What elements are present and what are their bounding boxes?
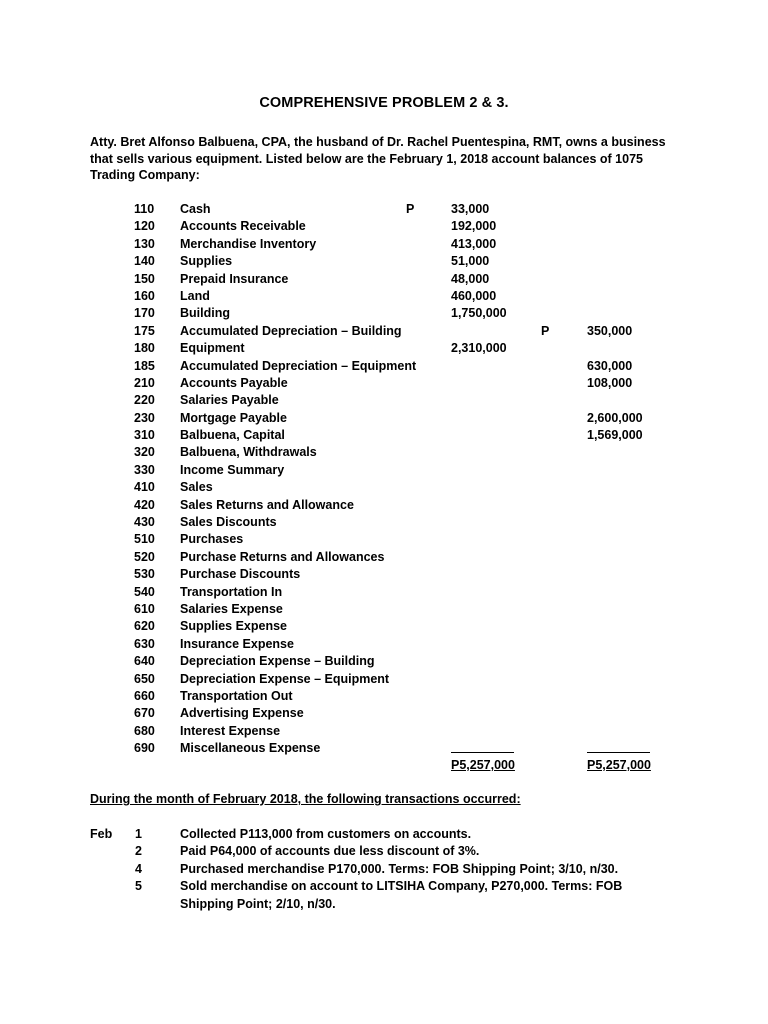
- account-row: [0, 740, 768, 757]
- credit-amount: 2,600,000: [587, 410, 643, 425]
- account-row: [0, 531, 768, 548]
- transaction-description: Purchased merchandise P170,000. Terms: FOB Shipping Point; 3/10, n/30.: [180, 861, 619, 876]
- account-name: Mortgage Payable: [180, 410, 287, 425]
- account-number: 220: [134, 393, 155, 408]
- account-name: Purchase Discounts: [180, 567, 301, 582]
- account-number: 640: [134, 654, 155, 669]
- account-name: Accounts Payable: [180, 375, 288, 390]
- credit-total: P5,257,000: [587, 758, 651, 772]
- account-row: [0, 549, 768, 566]
- account-name: Prepaid Insurance: [180, 271, 289, 286]
- transaction-description: Collected P113,000 from customers on accounts.: [180, 827, 472, 841]
- account-number: 110: [134, 202, 155, 216]
- account-name: Advertising Expense: [180, 706, 304, 721]
- debit-amount: 192,000: [451, 219, 497, 234]
- account-number: 320: [134, 445, 155, 460]
- account-number: 610: [134, 601, 155, 616]
- transaction-day: 2: [135, 844, 142, 859]
- account-name: Transportation In: [180, 584, 283, 599]
- account-name: Salaries Expense: [180, 601, 283, 616]
- account-name: Balbuena, Withdrawals: [180, 445, 317, 460]
- account-number: 690: [134, 741, 155, 756]
- account-row: [0, 236, 768, 253]
- account-row: [0, 201, 768, 218]
- account-row: [0, 514, 768, 531]
- account-name: Equipment: [180, 341, 245, 356]
- transaction-description: Sold merchandise on account to LITSIHA Company, P270,000. Terms: FOB Shipping Point; 2/10, n/30.: [180, 879, 623, 911]
- account-name: Land: [180, 288, 210, 303]
- account-row: [0, 497, 768, 514]
- account-row: [0, 636, 768, 653]
- account-number: 170: [134, 306, 155, 321]
- account-number: 510: [134, 532, 155, 547]
- account-number: 150: [134, 271, 155, 286]
- account-row: [0, 618, 768, 635]
- account-row: [0, 462, 768, 479]
- account-number: 670: [134, 706, 155, 721]
- account-row: [0, 584, 768, 601]
- account-row: [0, 427, 768, 444]
- debit-amount: 413,000: [451, 236, 497, 251]
- account-number: 430: [134, 515, 155, 530]
- account-row: [0, 688, 768, 705]
- account-row: [0, 218, 768, 235]
- debit-amount: 51,000: [451, 254, 490, 269]
- account-name: Balbuena, Capital: [180, 428, 285, 443]
- account-number: 180: [134, 341, 155, 356]
- account-number: 650: [134, 671, 155, 686]
- transactions-list: [0, 826, 768, 913]
- account-number: 175: [134, 323, 155, 338]
- account-name: Cash: [180, 202, 211, 216]
- account-name: Accumulated Depreciation – Building: [180, 323, 402, 338]
- debit-amount: 48,000: [451, 271, 490, 286]
- account-number: 420: [134, 497, 155, 512]
- credit-amount: 350,000: [587, 323, 633, 338]
- debit-total-rule: [451, 752, 514, 754]
- account-number: 310: [134, 428, 155, 443]
- account-name: Merchandise Inventory: [180, 236, 317, 251]
- credit-total-rule: [587, 752, 650, 754]
- account-name: Insurance Expense: [180, 636, 294, 651]
- account-number: 530: [134, 567, 155, 582]
- account-row: [0, 601, 768, 618]
- account-name: Purchase Returns and Allowances: [180, 549, 385, 564]
- transaction-row: [0, 878, 768, 913]
- account-number: 185: [134, 358, 155, 373]
- transaction-day: 4: [135, 861, 142, 876]
- account-row: [0, 410, 768, 427]
- account-row: [0, 653, 768, 670]
- debit-currency: P: [406, 202, 415, 216]
- account-name: Sales Discounts: [180, 515, 277, 530]
- debit-amount: 460,000: [451, 288, 497, 303]
- account-number: 680: [134, 723, 155, 738]
- account-name: Miscellaneous Expense: [180, 741, 321, 756]
- account-row: [0, 305, 768, 322]
- account-number: 210: [134, 375, 155, 390]
- debit-amount: 1,750,000: [451, 306, 507, 321]
- account-name: Transportation Out: [180, 688, 293, 703]
- account-row: [0, 288, 768, 305]
- account-number: 230: [134, 410, 155, 425]
- account-row: [0, 253, 768, 270]
- account-number: 330: [134, 462, 155, 477]
- account-name: Interest Expense: [180, 723, 281, 738]
- account-number: 520: [134, 549, 155, 564]
- account-row: [0, 723, 768, 740]
- credit-amount: 1,569,000: [587, 428, 643, 443]
- credit-amount: 630,000: [587, 358, 633, 373]
- account-name: Income Summary: [180, 462, 285, 477]
- debit-total: P5,257,000: [451, 758, 515, 772]
- account-number: 130: [134, 236, 155, 251]
- problem-title: COMPREHENSIVE PROBLEM 2 & 3.: [259, 95, 509, 111]
- account-number: 660: [134, 688, 155, 703]
- account-row: [0, 323, 768, 340]
- account-number: 140: [134, 254, 155, 269]
- account-number: 160: [134, 288, 155, 303]
- debit-amount: 2,310,000: [451, 341, 507, 356]
- account-name: Depreciation Expense – Building: [180, 654, 375, 669]
- intro-paragraph: Atty. Bret Alfonso Balbuena, CPA, the husband of Dr. Rachel Puentespina, RMT, owns a business that sells various equipment. Listed below are the February 1, 2018 account balances of 1075 Trading Company:: [90, 135, 666, 182]
- credit-currency: P: [541, 323, 550, 338]
- account-row: [0, 671, 768, 688]
- account-row: [0, 444, 768, 461]
- account-row: [0, 340, 768, 357]
- account-name: Supplies: [180, 254, 233, 269]
- account-row: [0, 375, 768, 392]
- account-number: 540: [134, 584, 155, 599]
- account-row: [0, 271, 768, 288]
- transaction-row: [0, 826, 768, 843]
- account-name: Accounts Receivable: [180, 219, 306, 234]
- credit-amount: 108,000: [587, 375, 633, 390]
- transaction-description: Paid P64,000 of accounts due less discount of 3%.: [180, 844, 480, 859]
- transactions-heading: During the month of February 2018, the following transactions occurred:: [90, 792, 521, 806]
- account-row: [0, 479, 768, 496]
- account-row: [0, 566, 768, 583]
- account-row: [0, 358, 768, 375]
- account-name: Accumulated Depreciation – Equipment: [180, 358, 417, 373]
- account-name: Sales Returns and Allowance: [180, 497, 354, 512]
- transaction-row: [0, 843, 768, 860]
- transaction-row: [0, 861, 768, 878]
- account-balances-table: [0, 201, 768, 758]
- account-number: 120: [134, 219, 155, 234]
- transaction-day: 5: [135, 879, 142, 894]
- account-row: [0, 392, 768, 409]
- account-name: Building: [180, 306, 230, 321]
- account-number: 620: [134, 619, 155, 634]
- account-number: 410: [134, 480, 155, 495]
- debit-amount: 33,000: [451, 202, 490, 216]
- transaction-day: 1: [135, 827, 142, 841]
- account-name: Purchases: [180, 532, 244, 547]
- account-name: Supplies Expense: [180, 619, 287, 634]
- account-number: 630: [134, 636, 155, 651]
- account-name: Salaries Payable: [180, 393, 279, 408]
- account-name: Sales: [180, 480, 213, 495]
- account-name: Depreciation Expense – Equipment: [180, 671, 390, 686]
- transaction-month: Feb: [90, 827, 113, 841]
- account-row: [0, 705, 768, 722]
